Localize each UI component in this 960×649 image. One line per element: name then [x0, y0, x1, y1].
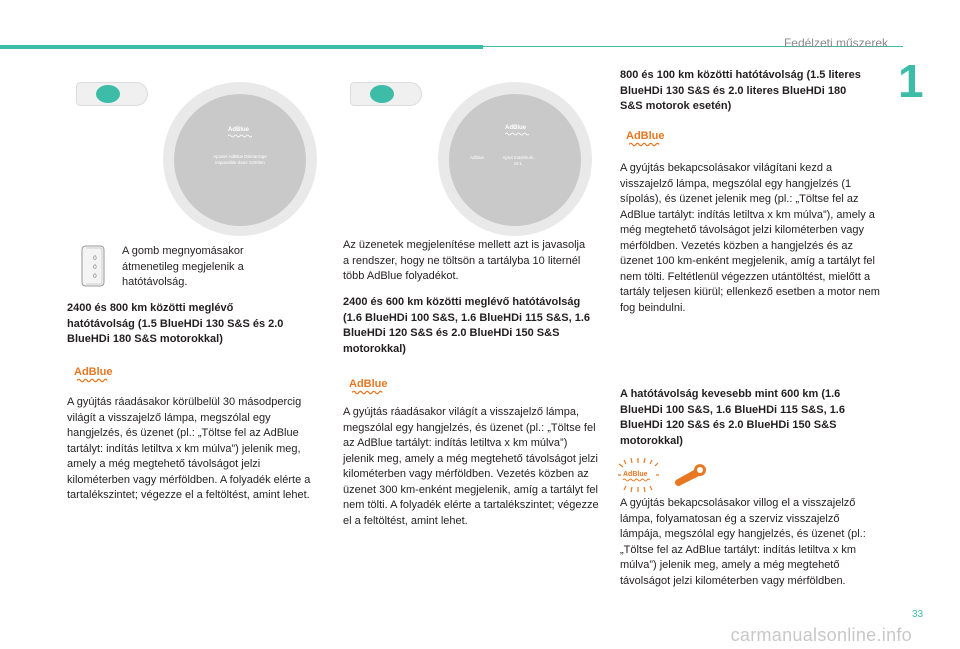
dial-message-center-left: Adblue — [470, 155, 485, 160]
wave-icon — [505, 132, 529, 136]
col2-body: A gyújtás ráadásakor világít a visszajelző lámpa, megszólal egy hangjelzés, és üzenet (pl.: „Töltse fel az AdBlue tartályt: indítás letiltva x km múlva”) jelenik meg, amely a még megtehető távolságot jelzi kilométerben vagy mérföldben. Vezetés közben az üzenet 300 km-enként megjelenik, amíg a tartályt fel nem tölti. A folyadék elérte a tartalékszintet; végezze el a feltöltést, amint lehet. — [343, 406, 599, 527]
svg-text:AdBlue: AdBlue — [623, 471, 648, 478]
adblue-logo-dial-left: AdBlue — [228, 127, 249, 133]
header-accent-bar — [0, 45, 483, 49]
dial-message-center-right: Ajout maximum 19 L — [502, 155, 534, 166]
wave-icon — [74, 378, 112, 383]
chapter-number: 1 — [898, 55, 924, 107]
page-number: 33 — [912, 609, 924, 620]
col1-body: A gyújtás ráadásakor körülbelül 30 másodpercig világít a visszajelző lámpa, megszólal egy hangjelzés, és üzenet (pl.: „Töltse fel az AdBlue tartályt: indítás letiltva x km múlva”) jelenik meg, amely a még megtehető távolságot jelzi kilométerben vagy mérföldben. A folyadék elérte a tartalékszintet; végezze el a feltöltést, amint lehet. — [67, 396, 311, 501]
col2-heading: 2400 és 600 km közötti meglévő hatótávolság (1.6 BlueHDi 100 S&S, 1.6 BlueHDi 115 S&S, 1.6 BlueHDi 120 S&S és 2.0 BlueHDi 150 S&S motorokkal) — [343, 296, 590, 355]
col2-intro: Az üzenetek megjelenítése mellett azt is javasolja a rendszer, hogy ne töltsön a tartályba 10 liternél több AdBlue folyadékot. — [343, 239, 586, 282]
button-note: A gomb megnyomásakor átmenetileg megjelenik a hatótávolság. — [122, 245, 244, 288]
wrench-icon — [672, 462, 708, 488]
svg-text:0: 0 — [93, 255, 97, 262]
indicator-light-center — [370, 85, 394, 103]
col3-body-2: A gyújtás bekapcsolásakor villog el a visszajelző lámpa, folyamatosan ég a szerviz visszajelző lámpája, megszólal egy hangjelzés, és üzenet (pl.: „Töltse fel az AdBlue tartályt: indítás letiltva x km múlva”) jelenik meg, amely a még megtehető távolságot jelzi kilométerben vagy mérföldben. — [620, 497, 866, 587]
col3-heading-2: A hatótávolság kevesebb mint 600 km (1.6 BlueHDi 100 S&S, 1.6 BlueHDi 115 S&S, 1.6 BlueHDi 120 S&S és 2.0 BlueHDi 150 S&S motorokkal) — [620, 388, 845, 447]
col1-heading: 2400 és 800 km közötti meglévő hatótávolság (1.5 BlueHDi 130 S&S és 2.0 BlueHDi 180 S&S motorokkal) — [67, 302, 284, 345]
col3-heading-1: 800 és 100 km közötti hatótávolság (1.5 literes BlueHDi 130 S&S és 2.0 literes BlueHDi 180 S&S motorok esetén) — [620, 69, 861, 112]
wave-icon — [349, 390, 387, 395]
trip-button-icon — [76, 244, 106, 288]
adblue-warning-icon-col1: AdBlue — [74, 366, 113, 378]
dial-message-left: Ajouter AdBlue Démarrage impossible dans 1200km — [213, 154, 267, 165]
adblue-logo-dial-center: AdBlue — [505, 125, 526, 131]
wave-icon — [626, 142, 664, 147]
adblue-warning-icon-col3-1: AdBlue — [626, 130, 665, 142]
adblue-warning-icon-col2: AdBlue — [349, 378, 388, 390]
flashing-adblue-icon — [618, 458, 664, 492]
wave-icon — [228, 134, 252, 138]
footer-watermark: carmanualsonline.info — [730, 625, 912, 645]
col3-body-1: A gyújtás bekapcsolásakor világítani kezd a visszajelző lámpa, megszólal egy hangjelzés (1 sípolás), és üzenet jelenik meg (pl.: „Töltse fel az AdBlue tartályt: indítás letiltva x km múlva”), amely a még megtehető távolságot jelzi kilométerben vagy mérföldben. Vezetés közben a hangjelzés és az üzenet 100 km-enként megjelenik, amíg a tartályt fel nem tölti. Feltétlenül végezzen utántöltést, mielőtt a tartály teljesen kiürül; ellenkező esetben a motor nem fog beindulni. — [620, 162, 880, 314]
svg-text:0: 0 — [93, 264, 97, 271]
svg-text:0: 0 — [93, 273, 97, 280]
indicator-light-left — [96, 85, 120, 103]
section-title: Fedélzeti műszerek — [783, 36, 888, 50]
